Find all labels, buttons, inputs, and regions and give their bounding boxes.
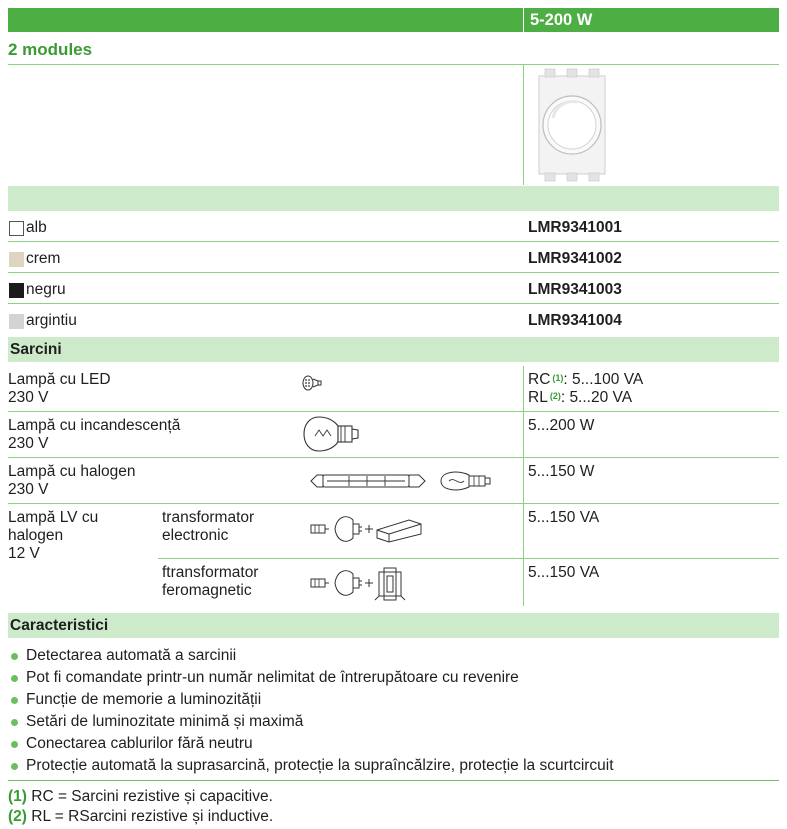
load-name: Lampă cu LED: [8, 371, 111, 388]
lv-halogen-electronic-transformer-icon: [309, 512, 429, 544]
rl-abbr: RL: [528, 389, 548, 406]
bullet: [11, 653, 18, 660]
dimmer-product-image: [537, 68, 607, 182]
loads-header-band: [8, 337, 779, 362]
load-value: 5...150 VA: [528, 509, 600, 526]
load-voltage: 230 V: [8, 435, 49, 452]
column-divider-header: [523, 8, 524, 32]
bullet: [11, 697, 18, 704]
variant-code: LMR9341004: [528, 312, 622, 329]
value-column-divider: [523, 366, 524, 606]
feature-item: Pot fi comandate printr-un număr nelimitat de întrerupătoare cu revenire: [26, 669, 519, 686]
light-band: [8, 186, 779, 211]
variant-label: crem: [26, 250, 61, 267]
image-column-divider: [523, 65, 524, 185]
row-divider: [8, 303, 779, 304]
load-value-rl: [528, 389, 632, 407]
swatch-crem: [9, 252, 24, 267]
footnote-ref: (2): [8, 808, 27, 825]
transformer-type: electronic: [162, 527, 229, 544]
section-title: 2 modules: [8, 40, 93, 59]
load-name: Lampă cu incandescență: [8, 417, 181, 434]
load-name: Lampă LV cu: [8, 509, 99, 526]
features-header-band: [8, 613, 779, 638]
lv-halogen-ferromagnetic-transformer-icon: [309, 566, 419, 602]
footnote-text: RL = RSarcini rezistive și inductive.: [26, 808, 274, 825]
load-voltage: 230 V: [8, 389, 49, 406]
rc-value: : 5...100 VA: [563, 371, 644, 388]
row-divider: [8, 241, 779, 242]
feature-item: Detectarea automată a sarcinii: [26, 647, 237, 664]
row-divider-inner: [158, 558, 779, 559]
features-title: Caracteristici: [10, 617, 109, 634]
load-value-rc: [528, 371, 643, 389]
bullet: [11, 741, 18, 748]
transformer-type: feromagnetic: [162, 582, 252, 599]
row-divider: [8, 411, 779, 412]
bullet: [11, 719, 18, 726]
row-divider: [8, 457, 779, 458]
load-value: 5...150 W: [528, 463, 595, 480]
footnote-ref: (2): [549, 391, 561, 401]
swatch-argintiu: [9, 314, 24, 329]
load-value: 5...200 W: [528, 417, 595, 434]
footnote-ref: (1): [552, 373, 564, 383]
row-divider: [8, 272, 779, 273]
notes-rule: [8, 780, 779, 781]
rl-value: : 5...20 VA: [560, 389, 633, 406]
load-name: halogen: [8, 527, 64, 544]
footnote-2: [8, 808, 273, 826]
feature-item: Protecție automată la suprasarcină, protecție la supraîncălzire, protecție la scurtcircuit: [26, 757, 614, 774]
footnote-text: RC = Sarcini rezistive și capacitive.: [26, 788, 273, 805]
incandescent-bulb-icon: [303, 416, 361, 452]
feature-item: Funcție de memorie a luminozității: [26, 691, 262, 708]
variant-code: LMR9341002: [528, 250, 622, 267]
header-band: [8, 8, 779, 32]
feature-item: Setări de luminozitate minimă și maximă: [26, 713, 304, 730]
halogen-lamps-icon: [309, 469, 499, 493]
bullet: [11, 675, 18, 682]
swatch-negru: [9, 283, 24, 298]
transformer-type: transformator: [162, 509, 255, 526]
load-voltage: 230 V: [8, 481, 49, 498]
feature-item: Conectarea cablurilor fără neutru: [26, 735, 253, 752]
row-divider: [8, 503, 779, 504]
bullet: [11, 763, 18, 770]
footnote-ref: (1): [8, 788, 27, 805]
footnote-1: [8, 788, 273, 806]
variant-code: LMR9341001: [528, 219, 622, 236]
rc-abbr: RC: [528, 371, 551, 388]
variant-label: argintiu: [26, 312, 77, 329]
variant-label: negru: [26, 281, 66, 298]
transformer-type: ftransformator: [162, 564, 259, 581]
swatch-alb: [9, 221, 24, 236]
load-name: Lampă cu halogen: [8, 463, 136, 480]
loads-title: Sarcini: [10, 341, 62, 358]
section-title-rule: [8, 64, 779, 65]
load-value: 5...150 VA: [528, 564, 600, 581]
variant-label: alb: [26, 219, 47, 236]
led-lamp-icon: [301, 374, 325, 392]
load-voltage: 12 V: [8, 545, 40, 562]
power-range: 5-200 W: [530, 11, 593, 29]
variant-code: LMR9341003: [528, 281, 622, 298]
